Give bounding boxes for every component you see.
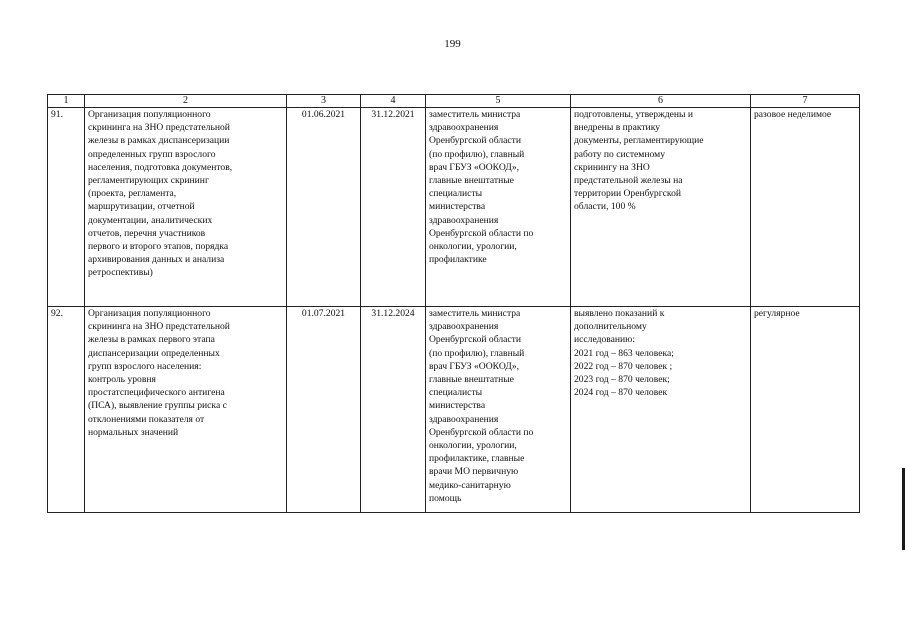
responsible-persons <box>426 307 571 513</box>
row-number: 91. <box>48 108 85 307</box>
table-row <box>48 307 860 513</box>
column-header-6: 6 <box>571 95 751 108</box>
column-header-7: 7 <box>751 95 860 108</box>
table-row <box>48 108 860 307</box>
responsible-persons-text: заместитель министра здравоохранения Оренбургской области (по профилю), главный врач ГБУЗ «ООКОД», главные внештатные специалисты министерства здравоохранения Оренбургской области по онкологии, урологии, профилактике, главные врачи МО первичную медико-санитарную помощь <box>429 308 534 504</box>
column-header-4: 4 <box>361 95 426 108</box>
responsible-persons-text: заместитель министра здравоохранения Оренбургской области (по профилю), главный врач ГБУЗ «ООКОД», главные внештатные специалисты министерства здравоохранения Оренбургской области по онкологии, урологии, профилактике <box>429 109 534 266</box>
expected-result <box>571 307 751 513</box>
column-header-2: 2 <box>85 95 287 108</box>
column-header-1: 1 <box>48 95 85 108</box>
end-date: 31.12.2021 <box>361 108 426 307</box>
end-date: 31.12.2024 <box>361 307 426 513</box>
measure-description-text: Организация популяционного скрининга на ЗНО предстательной железы в рамках первого этапа диспансеризации определенных групп взрослого населения: контроль уровня простатспецифического антигена (ПСА), выявление группы риска с отклонениями показателя от нормальных значений <box>88 308 230 438</box>
expected-result-text: выявлено показаний к дополнительному исследованию: 2021 год – 863 человека; 2022 год – 870 человек ; 2023 год – 870 человек; 2024 год – 870 человек <box>574 308 674 399</box>
measures-table <box>47 94 860 513</box>
measure-description-text: Организация популяционного скрининга на ЗНО предстательной железы в рамках диспансеризации определенных групп взрослого населения, подготовка документов, регламентирующих скрининг (проекта, регламента, маршрутизации, отчетной документации, аналитических отчетов, перечня участников первого и второго этапов, порядка архивирования данных и анализа ретроспективы) <box>88 109 233 279</box>
row-number: 92. <box>48 307 85 513</box>
page-number: 199 <box>444 38 461 50</box>
expected-result-text: подготовлены, утверждены и внедрены в практику документы, регламентирующие работу по системному скринингу на ЗНО предстательной железы на территории Оренбургской области, 100 % <box>574 109 704 213</box>
start-date: 01.07.2021 <box>287 307 361 513</box>
measure-type: регулярное <box>751 307 860 513</box>
column-header-3: 3 <box>287 95 361 108</box>
expected-result <box>571 108 751 307</box>
responsible-persons <box>426 108 571 307</box>
measure-description <box>85 307 287 513</box>
measure-description <box>85 108 287 307</box>
column-header-5: 5 <box>426 95 571 108</box>
start-date: 01.06.2021 <box>287 108 361 307</box>
header-row <box>48 95 860 108</box>
measure-type: разовое неделимое <box>751 108 860 307</box>
